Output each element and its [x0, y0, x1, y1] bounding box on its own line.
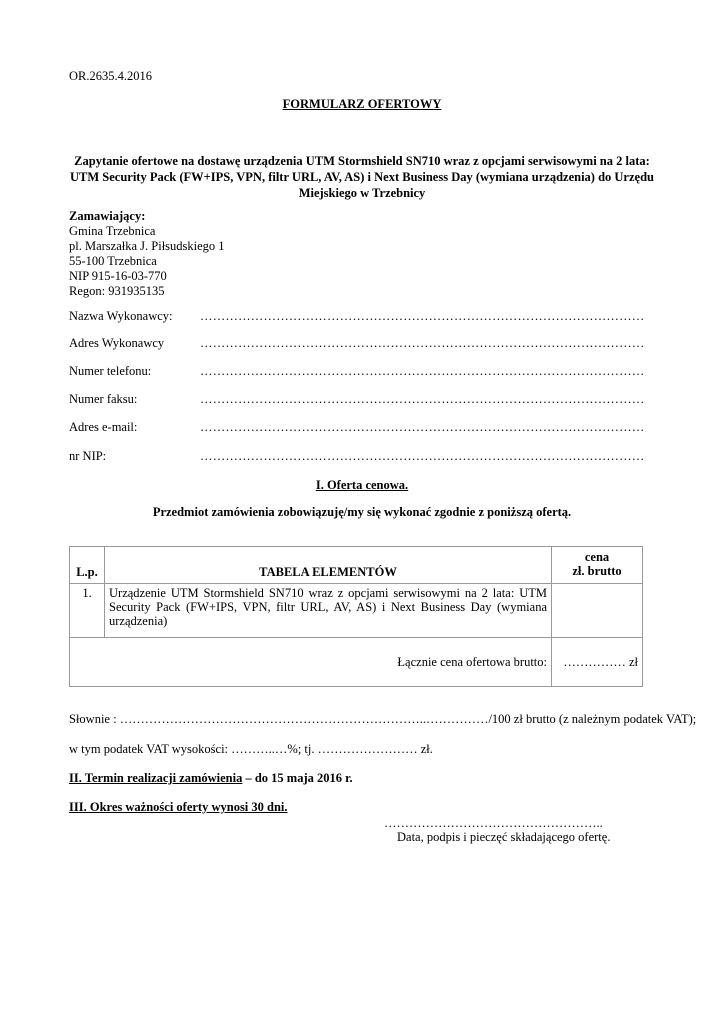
email-field[interactable]: …………………………………………………………………………………………… — [200, 420, 645, 434]
client-line: pl. Marszałka J. Piłsudskiego 1 — [69, 239, 225, 253]
client-block — [69, 209, 225, 299]
client-line: NIP 915-16-03-770 — [69, 269, 167, 283]
section-deadline — [69, 771, 353, 786]
header-price — [552, 547, 643, 584]
client-line: 55-100 Trzebnica — [69, 254, 157, 268]
client-line: Gmina Trzebnica — [69, 224, 156, 238]
vat-line[interactable]: w tym podatek VAT wysokości: ………..…%; tj. …………………… zł. — [69, 742, 433, 756]
table-header-row — [70, 547, 643, 584]
email-label: Adres e-mail: — [69, 420, 138, 434]
header-price-line1: cena — [584, 550, 610, 564]
phone-label: Numer telefonu: — [69, 364, 152, 378]
section-deadline-date: – do 15 maja 2016 r. — [242, 771, 353, 785]
row-lp: 1. — [70, 584, 105, 638]
section-deadline-title: II. Termin realizacji zamówienia — [69, 771, 243, 785]
header-price-line2: zł. brutto — [572, 564, 622, 578]
fax-label: Numer faksu: — [69, 392, 138, 406]
row-price-cell[interactable] — [552, 584, 643, 638]
phone-field[interactable]: …………………………………………………………………………………………… — [200, 364, 645, 378]
nip-label: nr NIP: — [69, 449, 107, 463]
fax-field[interactable]: …………………………………………………………………………………………… — [200, 392, 645, 406]
contractor-name-label: Nazwa Wykonawcy: — [69, 309, 173, 323]
nip-field[interactable]: …………………………………………………………………………………………… — [200, 449, 645, 463]
table-row — [70, 584, 643, 638]
offer-subject: Zapytanie ofertowe na dostawę urządzenia UTM Stormshield SN710 wraz z opcjami serwisowymi na 2 lata: UTM Security Pack (FW+IPS, VPN, filtr URL, AV, AS) i Next Business Day (wymiana urządzenia) do Urzędu Miejskiego w Trzebnicy — [70, 154, 654, 200]
form-title: FORMULARZ OFERTOWY — [282, 97, 442, 111]
section-validity: III. Okres ważności oferty wynosi 30 dni. — [69, 800, 288, 814]
total-label: Łącznie cena ofertowa brutto: — [70, 638, 552, 687]
header-elements: TABELA ELEMENTÓW — [105, 547, 552, 584]
table-total-row — [70, 638, 643, 687]
row-description: Urządzenie UTM Stormshield SN710 wraz z opcjami serwisowymi na 2 lata: UTM Security Pack (FW+IPS, VPN, filtr URL, AV, AS) i Next Business Day (wymiana urządzenia) — [105, 584, 552, 638]
signature-line[interactable]: …………………………………………….. — [384, 816, 603, 830]
contractor-name-field[interactable]: …………………………………………………………………………………………… — [200, 309, 645, 323]
header-lp: L.p. — [70, 547, 105, 584]
client-line: Regon: 931935135 — [69, 284, 165, 298]
signature-label: Data, podpis i pieczęć składającego ofertę. — [397, 830, 611, 844]
total-value[interactable]: …………… zł — [552, 638, 643, 687]
contractor-address-field[interactable]: …………………………………………………………………………………………… — [200, 336, 645, 350]
elements-table — [69, 546, 643, 687]
contractor-address-label: Adres Wykonawcy — [69, 336, 165, 350]
amount-in-words-line[interactable]: Słownie : ………………………………………………………………..……………/100 zł brutto (z należnym podatek VAT); — [69, 712, 697, 726]
reference-number: OR.2635.4.2016 — [69, 69, 152, 83]
client-label: Zamawiający: — [69, 209, 146, 223]
section-price-offer-title: I. Oferta cenowa. — [315, 478, 409, 492]
section-price-offer-subtitle: Przedmiot zamówienia zobowiązuję/my się wykonać zgodnie z poniższą ofertą. — [152, 505, 572, 519]
